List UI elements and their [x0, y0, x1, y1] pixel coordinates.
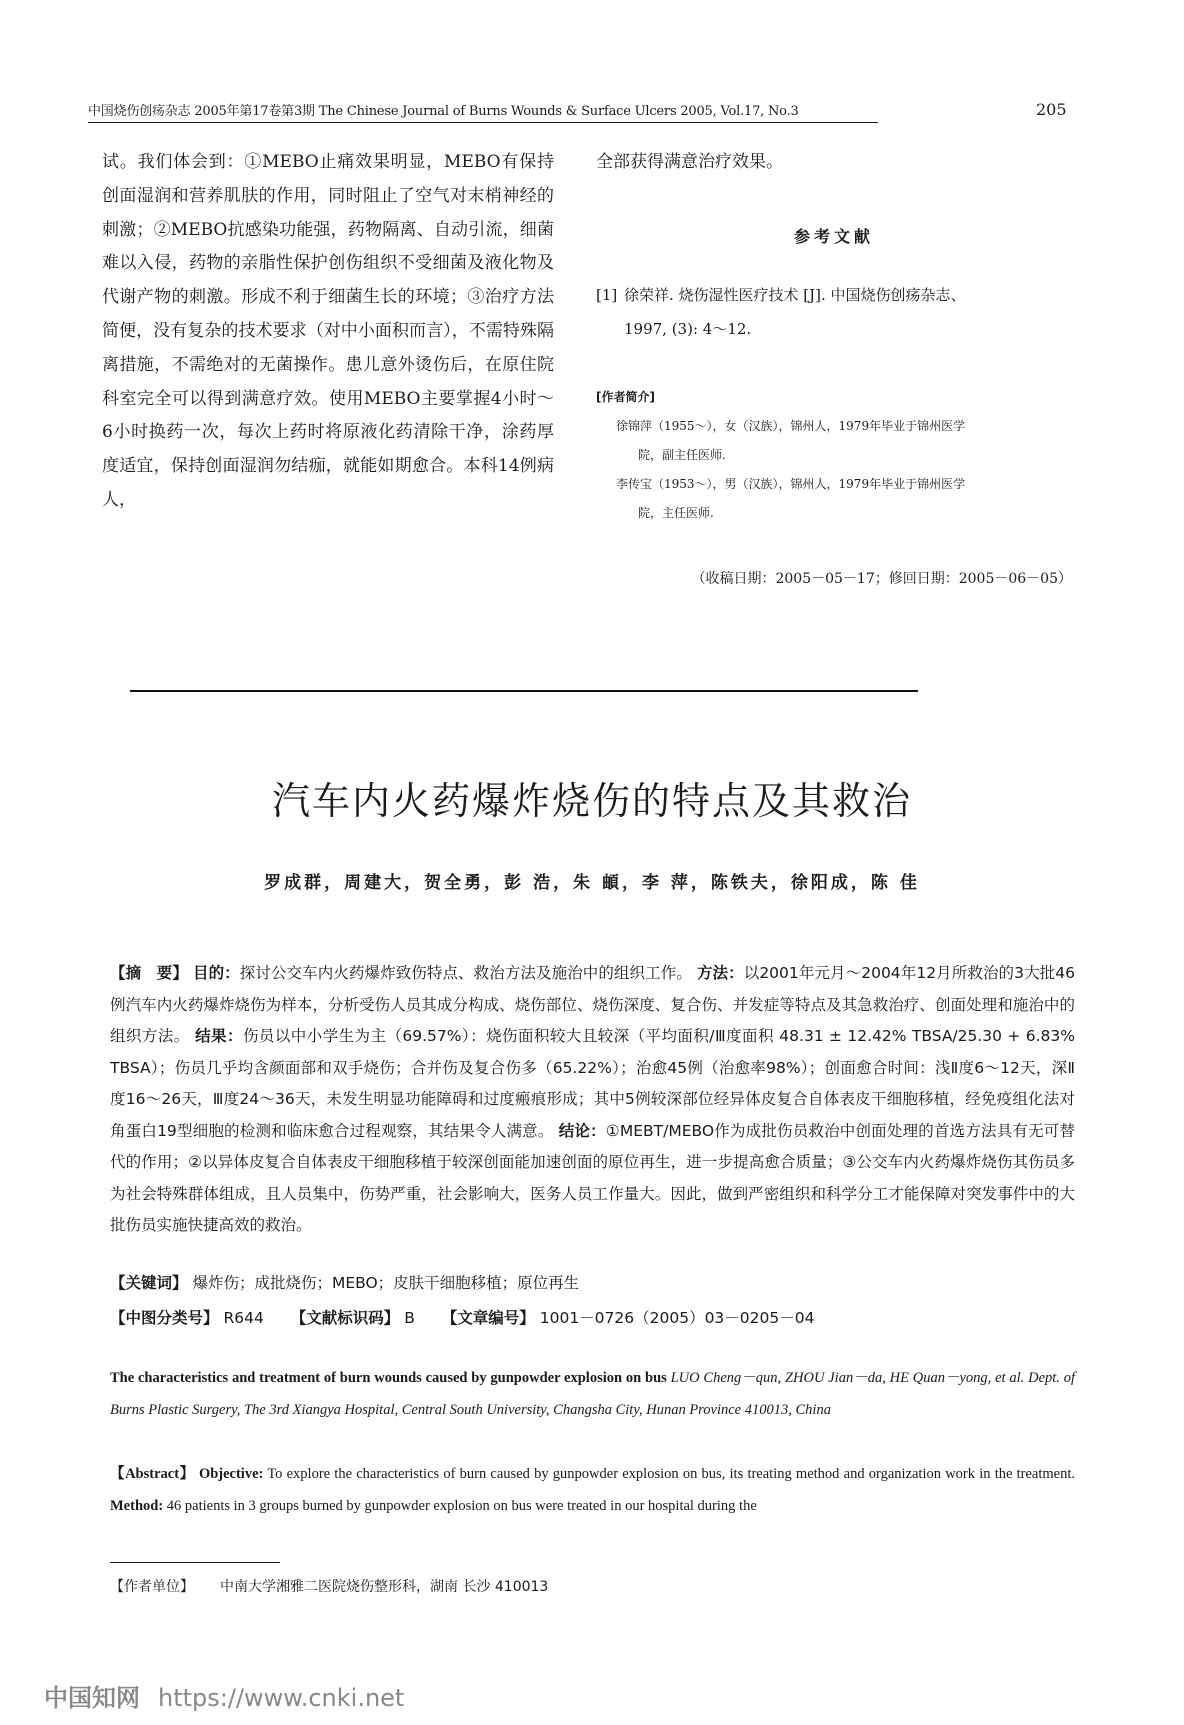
author-bios	[616, 412, 1072, 528]
article-no-value: 1001－0726（2005）03－0205－04	[539, 1309, 815, 1327]
reference-item	[596, 278, 1072, 346]
author-bio-1-line1: 徐锦萍（1955～），女（汉族），锦州人，1979年毕业于锦州医学	[616, 419, 966, 433]
objective-label: 目的：	[193, 964, 240, 982]
english-abstract	[110, 1458, 1075, 1522]
affiliation-label: 【作者单位】	[110, 1579, 194, 1595]
references-heading: 参考文献	[793, 227, 874, 246]
keywords-label: 【关键词】	[110, 1274, 188, 1292]
clc-label: 【中图分类号】	[110, 1309, 219, 1327]
author-bio-heading: [作者简介]	[596, 390, 655, 404]
cnki-url: https://www.cnki.net	[158, 1684, 405, 1712]
prev-article-right-column: 全部获得满意治疗效果。	[596, 152, 783, 172]
article-authors: 罗成群，周建大，贺全勇，彭 浩，朱 頔，李 萍，陈铁夫，徐阳成，陈 佳	[264, 873, 920, 893]
english-abstract-label: 【Abstract】	[110, 1466, 195, 1482]
affiliation-text: 中南大学湘雅二医院烧伤整形科，湖南 长沙 410013	[220, 1579, 549, 1595]
reference-number: [1]	[596, 286, 618, 304]
reference-text-line2: 1997, (3): 4～12.	[624, 320, 752, 338]
chinese-abstract	[110, 958, 1075, 1242]
prev-article-left-column: 试。我们体会到：①MEBO止痛效果明显，MEBO有保持创面湿润和营养肌肤的作用，同时阻止了空气对末梢神经的刺激；②MEBO抗感染功能强，药物隔离、自动引流，细菌难以入侵，药物的亲脂性保护创伤组织不受细菌及液化物及代谢产物的刺激。形成不利于细菌生长的环境；③治疗方法简便，没有复杂的技术要求（对中小面积而言），不需特殊隔离措施，不需绝对的无菌操作。患儿意外烫伤后，在原住院科室完全可以得到满意疗效。使用MEBO主要掌握4小时～6小时换药一次，每次上药时将原液化药清除干净，涂药厚度适宜，保持创面湿润勿结痂，就能如期愈合。本科14例病人，	[102, 152, 554, 510]
conclusion-text: ①MEBT/MEBO作为成批伤员救治中创面处理的首选方法具有无可替代的作用；②以异体皮复合自体表皮干细胞移植于较深创面能加速创面的原位再生，进一步提高愈合质量；③公交车内火药爆炸烧伤其伤员多为社会特殊群体组成，且人员集中，伤势严重，社会影响大，医务人员工作量大。因此，做到严密组织和科学分工才能保障对突发事件中的大批伤员实施快捷高效的救治。	[110, 1121, 1075, 1234]
running-header: 中国烧伤创疡杂志 2005年第17卷第3期 The Chinese Journal of Burns Wounds & Surface Ulcers 2005, Vol.17, No.3	[88, 104, 799, 119]
doc-code-value: B	[404, 1309, 415, 1327]
english-objective-text: To explore the characteristics of burn caused by gunpowder explosion on bus, its treating method and organization work in the treatment.	[267, 1466, 1075, 1482]
classification-line	[110, 1306, 1075, 1328]
article-no-label: 【文章编号】	[441, 1309, 535, 1327]
article-title: 汽车内火药爆炸烧伤的特点及其救治	[271, 779, 912, 823]
clc-value: R644	[223, 1309, 264, 1327]
author-bio-2-line2: 院，主任医师.	[638, 506, 714, 520]
reference-text-line1: 徐荣祥. 烧伤湿性医疗技术 [J]. 中国烧伤创疡杂志、	[624, 286, 966, 304]
author-bio-1-line2: 院，副主任医师.	[638, 448, 726, 462]
english-method-label: Method:	[110, 1498, 164, 1514]
result-label: 结果：	[195, 1027, 243, 1045]
affiliation-footnote	[110, 1576, 574, 1596]
abstract-label: 【摘 要】	[110, 964, 188, 982]
conclusion-label: 结论：	[558, 1121, 606, 1140]
english-objective-label: Objective:	[198, 1466, 264, 1482]
received-dates: （收稿日期：2005－05－17；修回日期：2005－06－05）	[691, 571, 1072, 587]
english-postcode: 410013, China	[744, 1402, 831, 1418]
footnote-rule	[110, 1562, 280, 1563]
cnki-watermark	[44, 1678, 404, 1713]
english-title: The characteristics and treatment of burn wounds caused by gunpowder explosion on bus	[110, 1370, 667, 1386]
method-label: 方法：	[696, 964, 744, 982]
method-text: 以2001年元月～2004年12月所救治的3大批46例汽车内火药爆炸烧伤为样本，分析受伤人员其成分构成、烧伤部位、烧伤深度、复合伤、并发症等特点及其急救治疗、创面处理和施治中的组织方法。	[110, 964, 1075, 1045]
article-separator	[130, 690, 918, 692]
author-bio-2-line1: 李传宝（1953～），男（汉族），锦州人，1979年毕业于锦州医学	[616, 477, 966, 491]
keywords-text: 爆炸伤；成批烧伤；MEBO；皮肤干细胞移植；原位再生	[192, 1274, 580, 1292]
keywords-line	[110, 1271, 1075, 1293]
objective-text: 探讨公交车内火药爆炸致伤特点、救治方法及施治中的组织工作。	[239, 964, 692, 982]
english-authors: LUO Cheng－qun, ZHOU Jian－da, HE Quan－yong, et al. Dept. of Burns Plastic Surgery, The 3rd Xiangya Hospital, Central South University, Changsha City, Hunan Province	[110, 1370, 1076, 1418]
cnki-logo: 中国知网	[44, 1684, 140, 1712]
english-title-block	[110, 1362, 1075, 1426]
doc-code-label: 【文献标识码】	[290, 1309, 400, 1327]
page-number: 205	[1036, 100, 1067, 119]
english-method-text: 46 patients in 3 groups burned by gunpowder explosion on bus were treated in our hospital during the	[166, 1498, 757, 1514]
header-rule	[88, 122, 878, 123]
result-text: 伤员以中小学生为主（69.57%）：烧伤面积较大且较深（平均面积/Ⅲ度面积 48.31 ± 12.42% TBSA/25.30 + 6.83% TBSA）；伤员几乎均含颜面部和双手烧伤；合并伤及复合伤多（65.22%）；治愈45例（治愈率98%）；创面愈合时间：浅Ⅱ度6～12天，深Ⅱ度16～26天，Ⅲ度24～36天，未发生明显功能障碍和过度瘢痕形成；其中5例较深部位经异体皮复合自体表皮干细胞移植，经免疫组化法对角蛋白19型细胞的检测和临床愈合过程观察，其结果令人满意。	[110, 1027, 1075, 1140]
